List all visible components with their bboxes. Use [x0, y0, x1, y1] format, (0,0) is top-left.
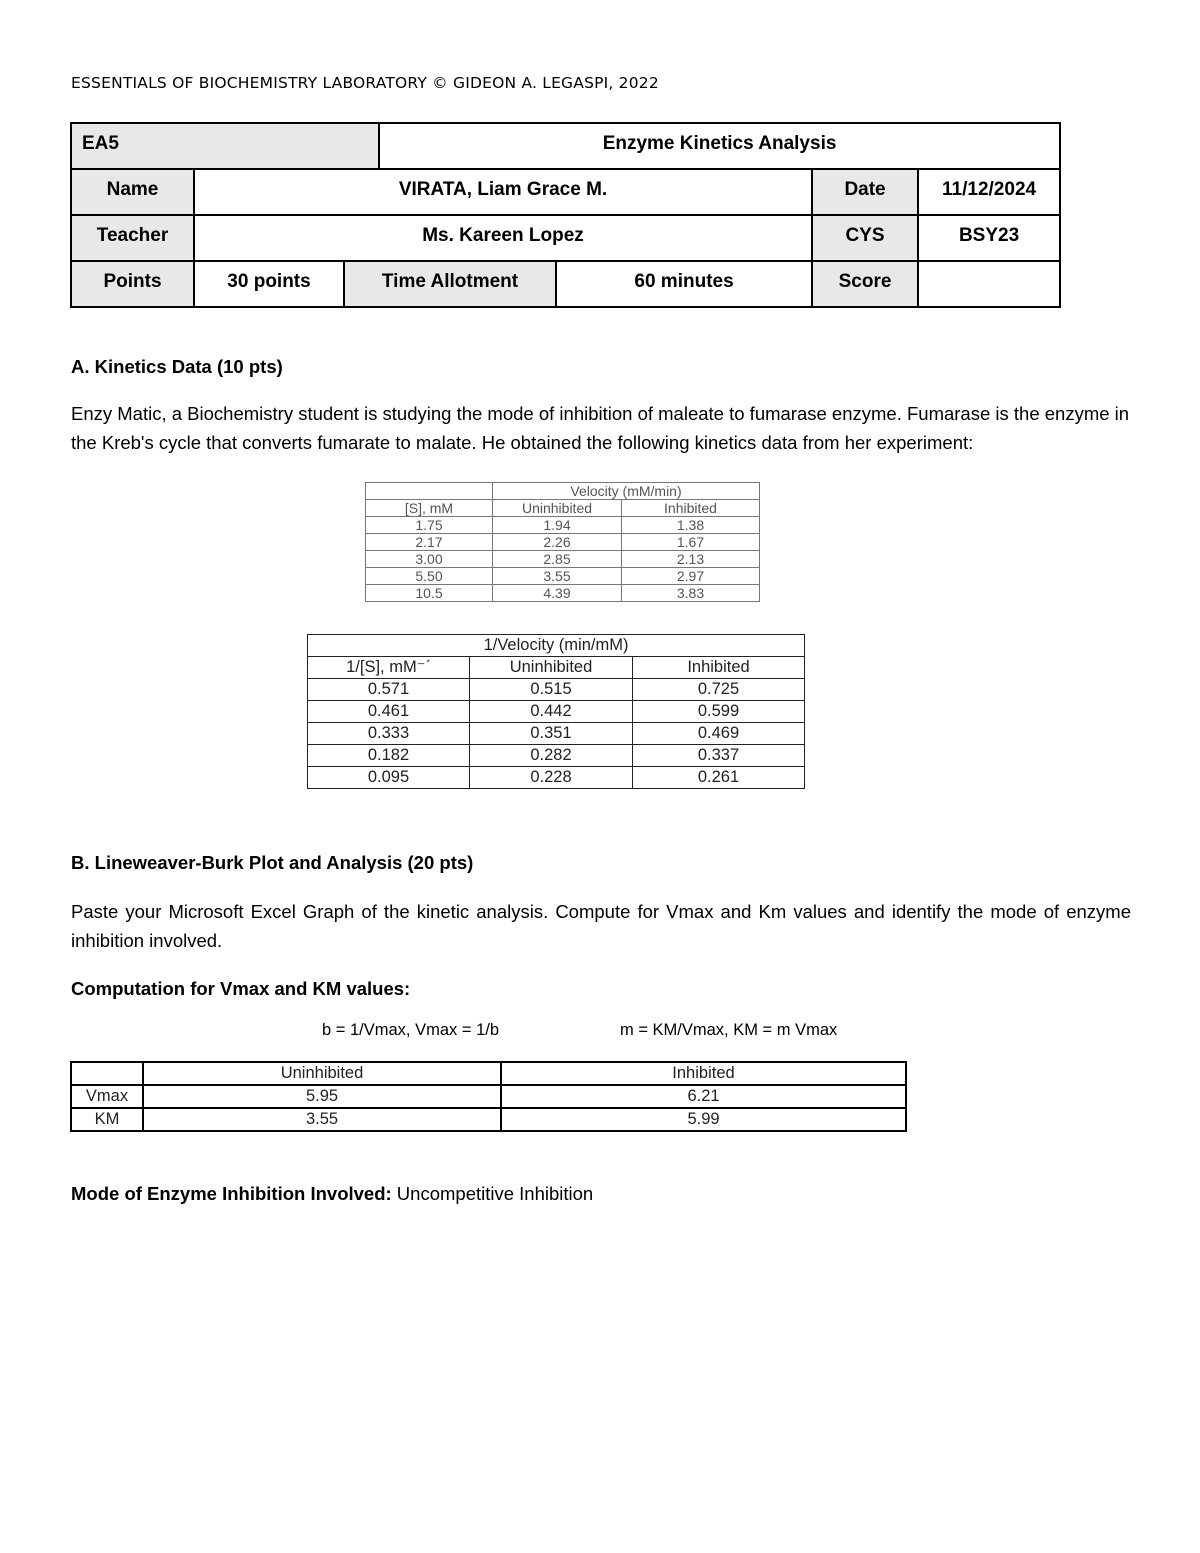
- table-cell: 0.095: [308, 767, 470, 789]
- results-table: [70, 1061, 907, 1132]
- reciprocal-group-header: 1/Velocity (min/mM): [308, 635, 805, 657]
- table-cell: KM: [71, 1108, 143, 1131]
- time-allotment-value: 60 minutes: [556, 261, 812, 307]
- table-cell: 0.228: [470, 767, 633, 789]
- table-cell: 0.469: [633, 723, 805, 745]
- cys-value: BSY23: [918, 215, 1060, 261]
- table-cell: 1.75: [366, 517, 493, 534]
- date-value: 11/12/2024: [918, 169, 1060, 215]
- velocity-table-corner: [366, 483, 493, 500]
- table-row: [366, 585, 760, 602]
- teacher-label: Teacher: [71, 215, 194, 261]
- table-cell: 2.97: [622, 568, 760, 585]
- table-cell: 10.5: [366, 585, 493, 602]
- section-b-title: B. Lineweaver-Burk Plot and Analysis (20 pts): [71, 852, 474, 873]
- results-corner: [71, 1062, 143, 1085]
- activity-title: Enzyme Kinetics Analysis: [379, 123, 1060, 169]
- velocity-table: [365, 482, 760, 602]
- inhibition-mode-value: Uncompetitive Inhibition: [391, 1183, 594, 1204]
- table-cell: 5.99: [501, 1108, 906, 1131]
- section-b-paragraph: Paste your Microsoft Excel Graph of the kinetic analysis. Compute for Vmax and Km values and identify the mode of enzyme inhibition involved.: [71, 901, 1131, 951]
- vmax-formula: b = 1/Vmax, Vmax = 1/b: [322, 1021, 500, 1039]
- velocity-col-header: Inhibited: [622, 500, 760, 517]
- cys-label: CYS: [812, 215, 918, 261]
- results-col-header: Inhibited: [501, 1062, 906, 1085]
- table-row: [308, 723, 805, 745]
- computation-title: Computation for Vmax and KM values:: [71, 978, 411, 999]
- velocity-group-header: Velocity (mM/min): [493, 483, 760, 500]
- table-row: [308, 701, 805, 723]
- km-formula: m = KM/Vmax, KM = m Vmax: [620, 1021, 838, 1039]
- table-cell: 1.67: [622, 534, 760, 551]
- table-cell: 0.282: [470, 745, 633, 767]
- table-cell: 0.333: [308, 723, 470, 745]
- table-cell: 0.442: [470, 701, 633, 723]
- name-label: Name: [71, 169, 194, 215]
- table-cell: 2.17: [366, 534, 493, 551]
- table-row: [308, 767, 805, 789]
- score-value[interactable]: [918, 261, 1060, 307]
- reciprocal-col-header: 1/[S], mM⁻ˊ: [308, 657, 470, 679]
- table-cell: 5.95: [143, 1085, 501, 1108]
- table-cell: 0.571: [308, 679, 470, 701]
- document-header: ESSENTIALS OF BIOCHEMISTRY LABORATORY © GIDEON A. LEGASPI, 2022: [71, 74, 659, 92]
- name-value: VIRATA, Liam Grace M.: [194, 169, 812, 215]
- reciprocal-table: [307, 634, 805, 789]
- table-row: [71, 1108, 906, 1131]
- velocity-col-header: [S], mM: [366, 500, 493, 517]
- table-cell: 0.337: [633, 745, 805, 767]
- teacher-value: Ms. Kareen Lopez: [194, 215, 812, 261]
- table-cell: 0.515: [470, 679, 633, 701]
- table-cell: 0.725: [633, 679, 805, 701]
- reciprocal-col-header: Uninhibited: [470, 657, 633, 679]
- inhibition-mode: [71, 1183, 593, 1205]
- points-label: Points: [71, 261, 194, 307]
- section-a-paragraph: Enzy Matic, a Biochemistry student is studying the mode of inhibition of maleate to fumarase enzyme. Fumarase is the enzyme in the Kreb's cycle that converts fumarate to malate. He obtained the following kinetics data from her experiment:: [71, 403, 1130, 453]
- date-label: Date: [812, 169, 918, 215]
- results-col-header: Uninhibited: [143, 1062, 501, 1085]
- table-cell: 3.55: [493, 568, 622, 585]
- score-label: Score: [812, 261, 918, 307]
- table-cell: 1.94: [493, 517, 622, 534]
- velocity-col-header: Uninhibited: [493, 500, 622, 517]
- table-cell: 2.26: [493, 534, 622, 551]
- time-allotment-label: Time Allotment: [344, 261, 556, 307]
- table-row: [366, 534, 760, 551]
- table-cell: 0.261: [633, 767, 805, 789]
- table-row: [366, 551, 760, 568]
- table-cell: 3.55: [143, 1108, 501, 1131]
- table-cell: 0.461: [308, 701, 470, 723]
- table-cell: 4.39: [493, 585, 622, 602]
- table-row: [308, 679, 805, 701]
- table-row: [366, 568, 760, 585]
- table-cell: 1.38: [622, 517, 760, 534]
- section-a-title: A. Kinetics Data (10 pts): [71, 356, 283, 377]
- info-table: [70, 122, 1061, 308]
- table-row: [366, 517, 760, 534]
- points-value: 30 points: [194, 261, 344, 307]
- inhibition-mode-label: Mode of Enzyme Inhibition Involved:: [71, 1183, 392, 1204]
- table-cell: 3.00: [366, 551, 493, 568]
- table-cell: 6.21: [501, 1085, 906, 1108]
- activity-code: EA5: [71, 123, 379, 169]
- table-cell: 2.13: [622, 551, 760, 568]
- table-row: [71, 1085, 906, 1108]
- table-cell: 0.599: [633, 701, 805, 723]
- table-cell: 0.182: [308, 745, 470, 767]
- table-cell: Vmax: [71, 1085, 143, 1108]
- table-cell: 5.50: [366, 568, 493, 585]
- table-row: [308, 745, 805, 767]
- table-cell: 2.85: [493, 551, 622, 568]
- reciprocal-col-header: Inhibited: [633, 657, 805, 679]
- table-cell: 3.83: [622, 585, 760, 602]
- table-cell: 0.351: [470, 723, 633, 745]
